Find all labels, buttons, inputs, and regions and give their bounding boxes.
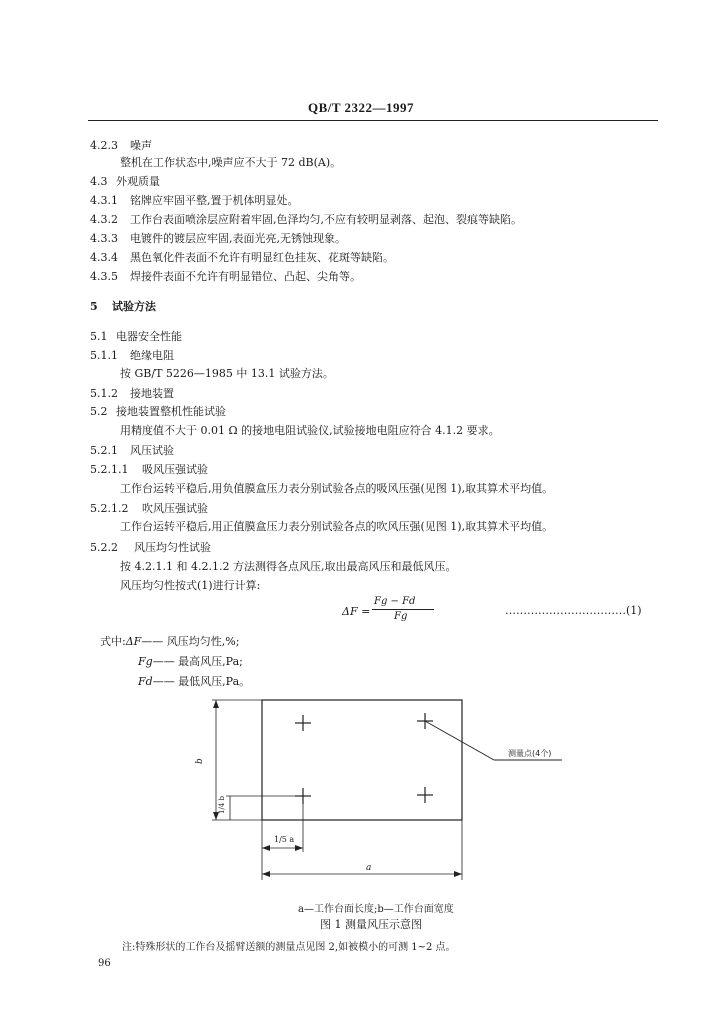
formula [342, 596, 442, 630]
section-5-2-1-2: 5.2.1.2 吹风压强试验 [90, 502, 208, 515]
section-4-3-2: 4.3.2 工作台表面喷涂层应附着牢固,色泽均匀,不应有较明显剥落、起泡、裂痕等缺陷。 [90, 213, 522, 226]
section-5: 5 试验方法 [90, 300, 156, 313]
section-5-2-1: 5.2.1 风压试验 [90, 444, 174, 457]
legend-intro: 式中: [100, 635, 126, 648]
legend-row-2 [138, 655, 243, 669]
label-dim-quarter-b: 1/4 b [218, 796, 226, 814]
para-insulation: 按 GB/T 5226—1985 中 13.1 试验方法。 [120, 367, 334, 380]
section-4-2-3: 4.2.3 噪声 [90, 139, 152, 152]
footnote: 注:特殊形状的工作台及摇臂送额的测量点见图 2,如被模小的可测 1~2 点。 [122, 942, 456, 953]
section-5-2-2: 5.2.2 风压均匀性试验 [90, 541, 211, 554]
measurement-diagram [190, 690, 590, 890]
equation-number: ……………………………(1) [505, 604, 642, 617]
para-suction: 工作台运转平稳后,用负值膜盒压力表分别试验各点的吸风压强(见图 1),取其算术平均值。 [120, 482, 554, 495]
section-4-3-4: 4.3.4 黑色氧化件表面不允许有明显红色挂灰、花斑等缺陷。 [90, 251, 394, 264]
arrow-a-left [262, 871, 270, 877]
label-dim-a: a [366, 863, 372, 873]
label-measure-points: 测量点(4个) [508, 749, 552, 758]
legend-desc: —— 最高风压,Pa; [152, 655, 243, 668]
figure-caption: 图 1 测量风压示意图 [320, 918, 422, 931]
section-5-2: 5.2 接地装置整机性能试验 [90, 405, 226, 418]
formula-numerator: Fg − Fd [374, 596, 416, 607]
legend-desc: —— 风压均匀性,%; [141, 635, 240, 648]
label-dim-fifth-a: 1/5 a [274, 835, 295, 844]
para-blow: 工作台运转平稳后,用正值膜盒压力表分别试验各点的吹风压强(见图 1),取其算术平均值。 [120, 520, 554, 533]
legend-row-3 [138, 675, 250, 689]
arrow-fifth-right [295, 845, 303, 851]
section-4-3-1: 4.3.1 铭牌应牢固平整,置于机体明显处。 [90, 194, 299, 207]
section-5-1: 5.1 电器安全性能 [90, 330, 182, 343]
section-5-1-1: 5.1.1 绝缘电阻 [90, 349, 174, 362]
leader-line [425, 721, 494, 760]
legend-symbol: Fd [138, 675, 153, 688]
para-formula-intro: 风压均匀性按式(1)进行计算: [120, 579, 261, 592]
page-header: QB/T 2322—1997 [307, 100, 415, 115]
legend-symbol: Fg [138, 655, 153, 668]
header-rule [88, 120, 658, 121]
formula-denominator: Fg [394, 611, 408, 622]
measure-point-4 [417, 787, 433, 803]
legend-symbol: ΔF [125, 635, 142, 648]
legend-row-1 [100, 635, 239, 649]
arrow-a-right [454, 871, 462, 877]
fraction-bar [372, 609, 434, 610]
para-noise: 整机在工作状态中,噪声应不大于 72 dB(A)。 [120, 156, 342, 169]
arrow-b-top [213, 700, 219, 708]
para-grounding: 用精度值不大于 0.01 Ω 的接地电阻试验仪,试验接地电阻应符合 4.1.2 要求。 [120, 424, 500, 437]
worktable-outline [262, 700, 462, 820]
legend-desc: —— 最低风压,Pa。 [152, 675, 251, 688]
section-5-2-1-1: 5.2.1.1 吸风压强试验 [90, 463, 208, 476]
measure-point-1 [295, 715, 311, 731]
section-4-3-3: 4.3.3 电镀件的镀层应牢固,表面光亮,无锈蚀现象。 [90, 232, 346, 245]
para-uniformity: 按 4.2.1.1 和 4.2.1.2 方法测得各点风压,取出最高风压和最低风压。 [120, 560, 457, 573]
section-4-3-5: 4.3.5 焊接件表面不允许有明显错位、凸起、尖角等。 [90, 270, 361, 283]
label-dim-b: b [195, 758, 205, 764]
page-number: 96 [98, 958, 111, 969]
section-5-1-2: 5.1.2 接地装置 [90, 387, 174, 400]
figure-note: a—工作台面长度;b—工作台面宽度 [298, 904, 454, 915]
arrow-fifth-left [262, 845, 270, 851]
section-4-3: 4.3 外观质量 [90, 175, 160, 188]
formula-lhs: ΔF = [342, 605, 371, 618]
